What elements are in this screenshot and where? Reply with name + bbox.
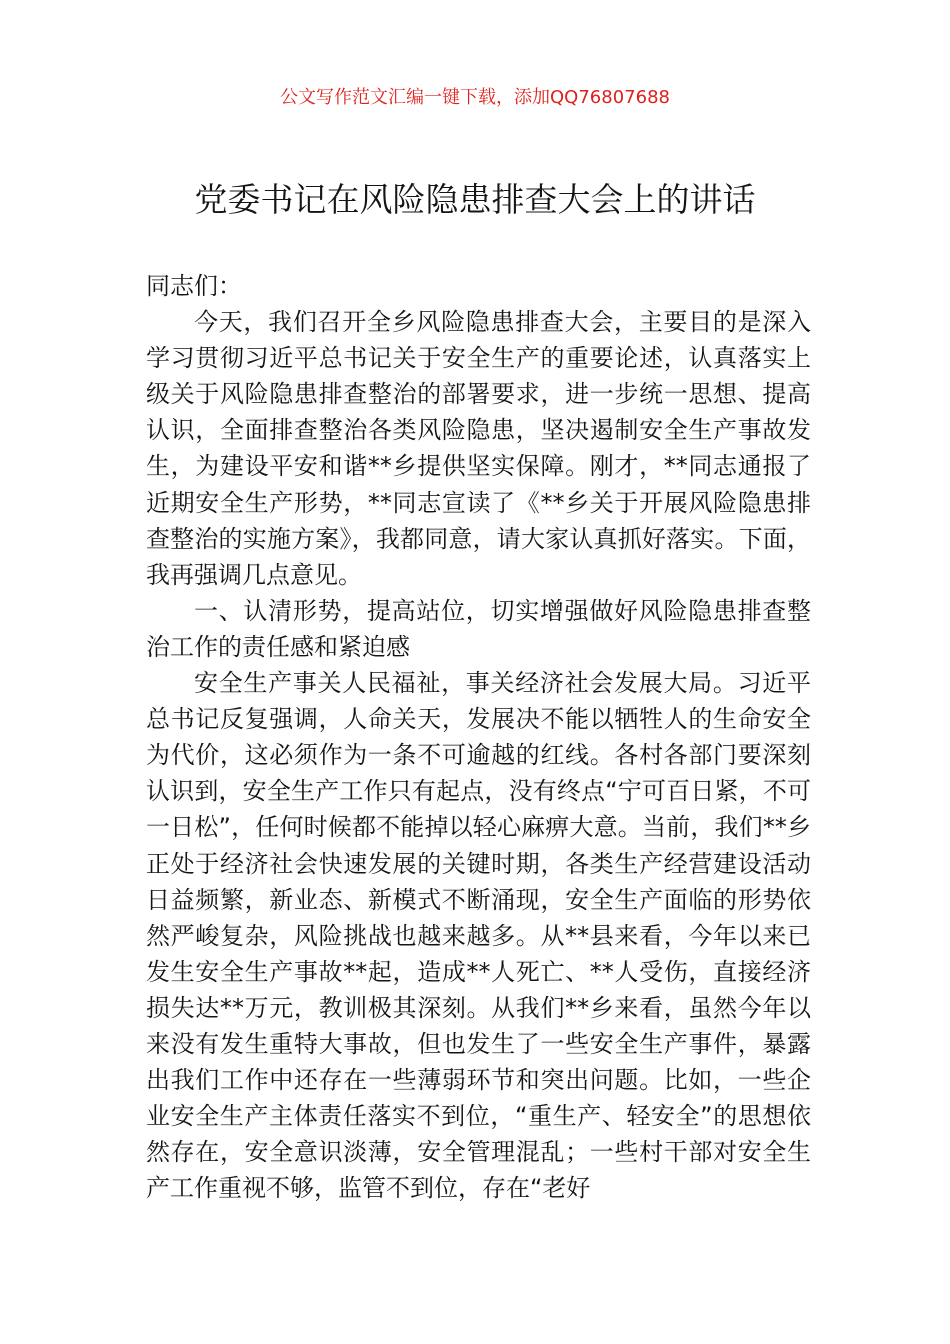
paragraph-situation: 安全生产事关人民福祉，事关经济社会发展大局。习近平总书记反复强调，人命关天，发展决不能以牺牲人的生命安全为代价，这必须作为一条不可逾越的红线。各村各部门要深刻认识到，安全生产工作只有起点，没有终点“宁可百日紧，不可一日松”，任何时候都不能掉以轻心麻痹大意。当前，我们**乡正处于经济社会快速发展的关键时期，各类生产经营建设活动日益频繁，新业态、新模式不断涌现，安全生产面临的形势依然严峻复杂，风险挑战也越来越多。从**县来看，今年以来已发生安全生产事故**起，造成**人死亡、**人受伤，直接经济损失达**万元，教训极其深刻。从我们**乡来看，虽然今年以来没有发生重特大事故，但也发生了一些安全生产事件，暴露出我们工作中还存在一些薄弱环节和突出问题。比如，一些企业安全生产主体责任落实不到位，“重生产、轻安全”的思想依然存在，安全意识淡薄，安全管理混乱；一些村干部对安全生产工作重视不够，监管不到位，存在“老好: [146, 669, 811, 1203]
paragraph-intro: 今天，我们召开全乡风险隐患排查大会，主要目的是深入学习贯彻习近平总书记关于安全生产的重要论述，认真落实上级关于风险隐患排查整治的部署要求，进一步统一思想、提高认识，全面排查整治各类风险隐患，坚决遏制安全生产事故发生，为建设平安和谐**乡提供坚实保障。刚才，**同志通报了近期安全生产形势，**同志宣读了《**乡关于开展风险隐患排查整治的实施方案》，我都同意，请大家认真抓好落实。下面，我再强调几点意见。: [146, 308, 811, 589]
salutation: 同志们：: [146, 272, 242, 300]
section-heading-1: 一、认清形势，提高站位，切实增强做好风险隐患排查整治工作的责任感和紧迫感: [146, 596, 811, 661]
document-title: 党委书记在风险隐患排查大会上的讲话: [194, 180, 756, 219]
watermark-text: 公文写作范文汇编一键下载，添加QQ76807688: [280, 87, 670, 108]
document-body: [146, 268, 811, 1206]
